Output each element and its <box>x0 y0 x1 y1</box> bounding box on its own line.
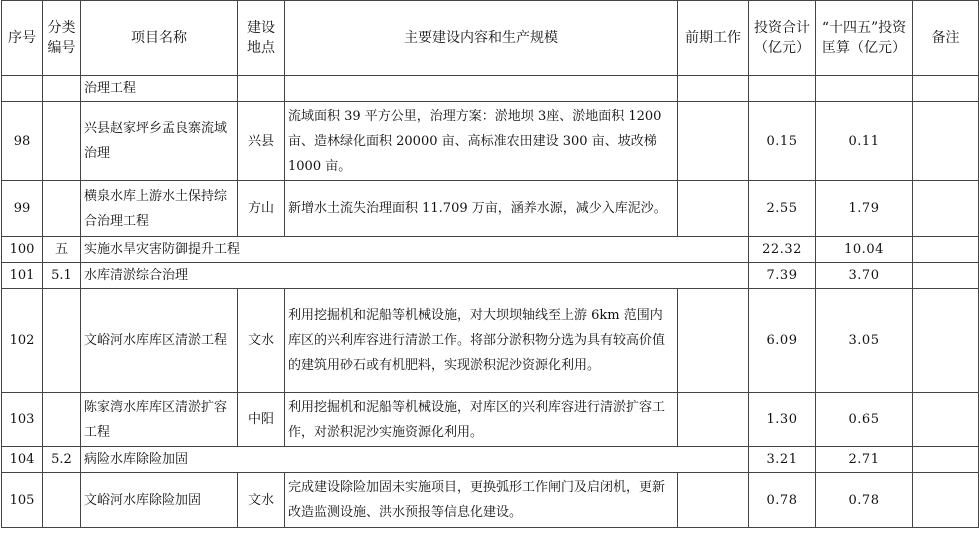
header-preliminary: 前期工作 <box>678 1 749 76</box>
header-location: 建设地点 <box>238 1 285 76</box>
cell-fyp <box>816 76 913 102</box>
cell-total: 0.78 <box>749 473 816 528</box>
cell-remarks <box>913 263 979 289</box>
cell-prelim <box>678 393 749 447</box>
cell-location: 中阳 <box>238 393 285 447</box>
cell-fyp: 0.65 <box>816 393 913 447</box>
cell-remarks <box>913 181 979 237</box>
cell-location: 兴县 <box>238 102 285 181</box>
table-row-subcategory <box>2 447 979 473</box>
cell-remarks <box>913 393 979 447</box>
cell-name: 水库清淤综合治理 <box>81 263 749 289</box>
cell-fyp: 2.71 <box>816 447 913 473</box>
cell-prelim <box>678 76 749 102</box>
cell-name: 横泉水库上游水土保持综合治理工程 <box>81 181 238 237</box>
cell-code <box>43 393 81 447</box>
table-row <box>2 289 979 393</box>
header-remarks: 备注 <box>913 1 979 76</box>
cell-location: 方山 <box>238 181 285 237</box>
cell-total: 6.09 <box>749 289 816 393</box>
table-row <box>2 102 979 181</box>
cell-remarks <box>913 447 979 473</box>
header-category-code: 分类编号 <box>43 1 81 76</box>
cell-code: 5.1 <box>43 263 81 289</box>
table-row <box>2 473 979 528</box>
cell-total: 3.21 <box>749 447 816 473</box>
cell-location <box>238 76 285 102</box>
header-content: 主要建设内容和生产规模 <box>285 1 678 76</box>
cell-content <box>285 76 678 102</box>
cell-prelim <box>678 289 749 393</box>
table-row-subcategory <box>2 263 979 289</box>
cell-name: 治理工程 <box>81 76 238 102</box>
cell-remarks <box>913 237 979 263</box>
cell-seq: 104 <box>2 447 43 473</box>
cell-seq: 99 <box>2 181 43 237</box>
table-row <box>2 76 979 102</box>
table-row <box>2 393 979 447</box>
cell-code: 5.2 <box>43 447 81 473</box>
cell-total <box>749 76 816 102</box>
table-row <box>2 181 979 237</box>
header-project-name: 项目名称 <box>81 1 238 76</box>
cell-location: 文水 <box>238 289 285 393</box>
cell-total: 1.30 <box>749 393 816 447</box>
cell-name: 文峪河水库库区清淤工程 <box>81 289 238 393</box>
cell-content: 利用挖掘机和泥船等机械设施，对库区的兴利库容进行清淤扩容工作，对淤积泥沙实施资源化利用。 <box>285 393 678 447</box>
cell-seq: 105 <box>2 473 43 528</box>
cell-total: 7.39 <box>749 263 816 289</box>
header-fyp-investment: “十四五”投资匡算（亿元） <box>816 1 913 76</box>
cell-code <box>43 473 81 528</box>
cell-location: 文水 <box>238 473 285 528</box>
cell-remarks <box>913 102 979 181</box>
cell-code <box>43 102 81 181</box>
cell-name: 兴县赵家坪乡孟良寨流域治理 <box>81 102 238 181</box>
cell-remarks <box>913 289 979 393</box>
cell-content: 流域面积 39 平方公里，治理方案：淤地坝 3座、淤地面积 1200 亩、造林绿化面积 20000 亩、高标准农田建设 300 亩、坡改梯 1000 亩。 <box>285 102 678 181</box>
table-row-category <box>2 237 979 263</box>
cell-content: 完成建设除险加固未实施项目，更换弧形工作闸门及启闭机，更新改造监测设施、洪水预报等信息化建设。 <box>285 473 678 528</box>
header-seq: 序号 <box>2 1 43 76</box>
cell-prelim <box>678 102 749 181</box>
cell-prelim <box>678 473 749 528</box>
cell-remarks <box>913 76 979 102</box>
cell-name: 病险水库除险加固 <box>81 447 749 473</box>
cell-code <box>43 181 81 237</box>
cell-fyp: 3.70 <box>816 263 913 289</box>
cell-fyp: 0.78 <box>816 473 913 528</box>
cell-seq: 102 <box>2 289 43 393</box>
cell-seq: 101 <box>2 263 43 289</box>
cell-prelim <box>678 181 749 237</box>
cell-total: 22.32 <box>749 237 816 263</box>
project-table <box>1 0 979 528</box>
cell-code <box>43 289 81 393</box>
cell-seq: 98 <box>2 102 43 181</box>
cell-fyp: 1.79 <box>816 181 913 237</box>
cell-name: 文峪河水库除险加固 <box>81 473 238 528</box>
cell-name: 实施水旱灾害防御提升工程 <box>81 237 749 263</box>
cell-content: 新增水土流失治理面积 11.709 万亩，涵养水源，减少入库泥沙。 <box>285 181 678 237</box>
cell-total: 2.55 <box>749 181 816 237</box>
cell-code: 五 <box>43 237 81 263</box>
table-header-row <box>2 1 979 76</box>
cell-seq: 100 <box>2 237 43 263</box>
cell-fyp: 10.04 <box>816 237 913 263</box>
cell-content: 利用挖掘机和泥船等机械设施，对大坝坝轴线至上游 6km 范围内库区的兴利库容进行清淤工作。将部分淤积物分选为具有较高价值的建筑用砂石或有机肥料，实现淤积泥沙资源化利用。 <box>285 289 678 393</box>
cell-remarks <box>913 473 979 528</box>
cell-seq <box>2 76 43 102</box>
cell-name: 陈家湾水库库区清淤扩容工程 <box>81 393 238 447</box>
header-total-investment: 投资合计（亿元） <box>749 1 816 76</box>
cell-fyp: 3.05 <box>816 289 913 393</box>
cell-total: 0.15 <box>749 102 816 181</box>
cell-fyp: 0.11 <box>816 102 913 181</box>
cell-code <box>43 76 81 102</box>
cell-seq: 103 <box>2 393 43 447</box>
